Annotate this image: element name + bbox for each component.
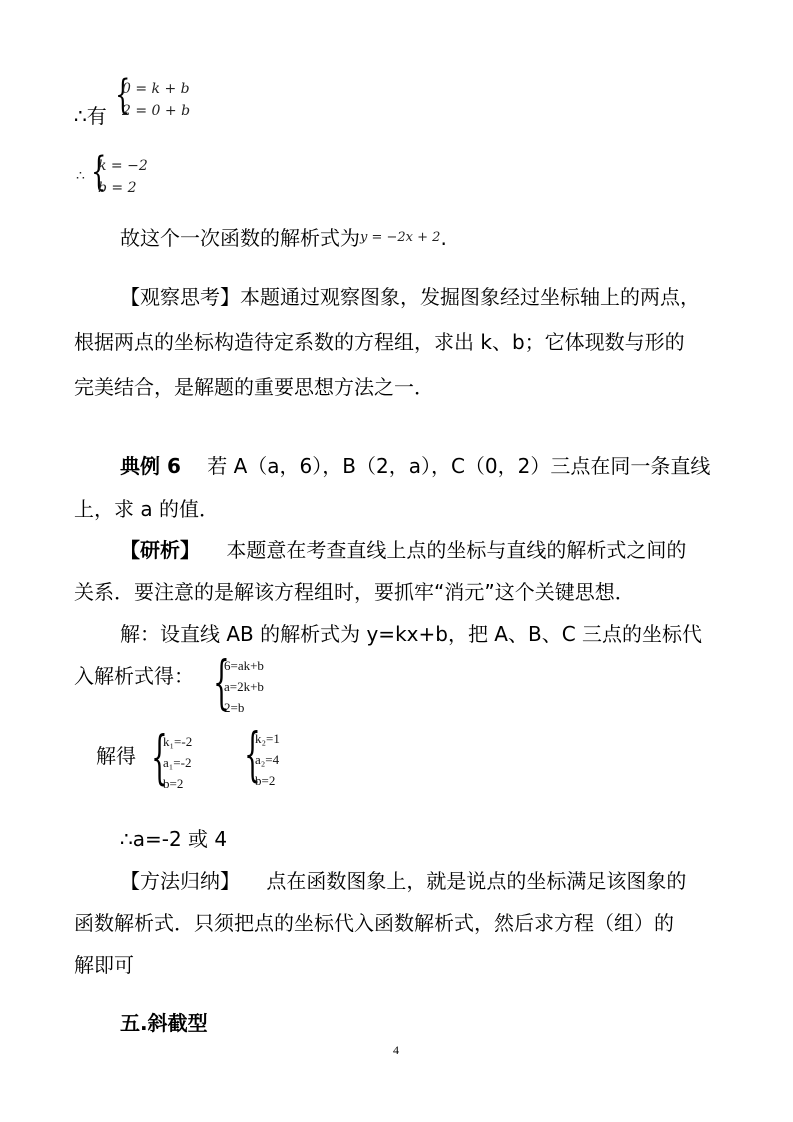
equation: 6=ak+b	[224, 658, 264, 673]
observe-line: 【观察思考】本题通过观察图象，发掘图象经过坐标轴上的两点，	[120, 285, 700, 309]
section-title: 五.斜截型	[120, 1011, 208, 1035]
brace-icon: {	[151, 723, 168, 791]
equation: 2 = 0 + b	[122, 103, 191, 119]
example-line-1	[120, 449, 710, 483]
brace-icon: {	[213, 648, 230, 716]
equation: k₂=1	[255, 731, 280, 746]
method-line-3: 解即可	[74, 953, 134, 977]
conclusion-period: .	[440, 226, 447, 250]
equation: b=2	[255, 773, 276, 788]
method-text: 点在函数图象上，就是说点的坐标满足该图象的	[266, 869, 687, 893]
equation-system-2	[98, 155, 148, 199]
therefore-prefix: ∴有	[74, 104, 107, 128]
observe-line: 完美结合，是解题的重要思想方法之一．	[74, 375, 434, 399]
equation: a₂=4	[255, 752, 280, 767]
equation: 2=b	[224, 700, 245, 715]
solve-label: 解得	[96, 744, 136, 768]
solution-line-2: 入解析式得：	[74, 664, 194, 688]
page-number: 4	[393, 1043, 399, 1057]
conclusion-formula: y = −2x + 2	[360, 230, 441, 245]
solution-system-1	[163, 731, 192, 794]
substitution-system	[224, 655, 264, 718]
equation: b=2	[163, 776, 184, 791]
brace-icon: {	[244, 720, 261, 788]
observe-line: 根据两点的坐标构造待定系数的方程组，求出 k、b；它体现数与形的	[74, 330, 685, 354]
equation: a₁=-2	[163, 755, 192, 770]
equation-system-1	[122, 78, 190, 122]
method-line-1	[120, 864, 686, 898]
example-line-2: 上，求 a 的值．	[74, 497, 219, 521]
analysis-label: 【研析】	[120, 538, 200, 562]
method-line-2: 函数解析式．只须把点的坐标代入函数解析式，然后求方程（组）的	[74, 911, 674, 935]
equation: 0 = k + b	[122, 81, 190, 97]
equation: k = −2	[98, 158, 148, 174]
solution-system-2	[255, 728, 280, 791]
observe-paragraph	[74, 280, 700, 404]
equation: k₁=-2	[163, 734, 193, 749]
solution-line-1: 解：设直线 AB 的解析式为 y=kx+b，把 A、B、C 三点的坐标代	[120, 622, 703, 646]
therefore-symbol: ∴	[76, 168, 85, 184]
equation: a=2k+b	[224, 679, 264, 694]
equation: b = 2	[98, 180, 137, 196]
method-label: 【方法归纳】	[120, 869, 240, 893]
example-label: 典例 6	[120, 454, 181, 478]
conclusion-line	[120, 221, 447, 255]
example-text: 若 A（a，6），B（2，a），C（0，2）三点在同一条直线	[207, 454, 711, 478]
analysis-text: 本题意在考查直线上点的坐标与直线的解析式之间的	[226, 538, 687, 562]
analysis-line-1	[120, 533, 686, 567]
analysis-line-2: 关系．要注意的是解该方程组时，要抓牢“消元”这个关键思想．	[74, 580, 635, 604]
conclusion-text: 故这个一次函数的解析式为	[120, 226, 360, 250]
answer-line: ∴a=-2 或 4	[120, 827, 228, 851]
brace-icon: {	[91, 149, 107, 195]
brace-icon: {	[115, 72, 131, 118]
